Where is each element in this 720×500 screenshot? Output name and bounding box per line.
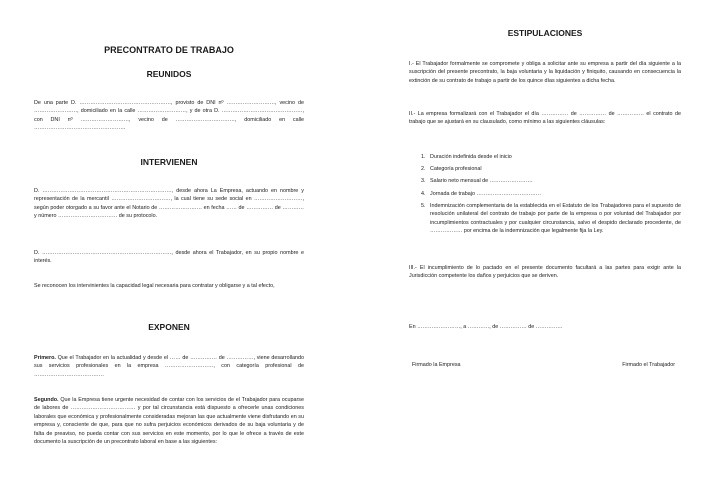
clause-1: I.- El Trabajador formalmente se compromete y obliga a solicitar ante su empresa a partir del día siguiente a la suscripción del presente precontrato, la baja voluntaria y la liquidación y finiquito, causando en consecuencia la extinción de su contrato de trabajo a partir de los quince días siguientes a dicha fecha. [409, 61, 681, 84]
primero-paragraph [34, 354, 304, 379]
list-item: 4. Jornada de trabajo ……………………………… [421, 190, 542, 197]
estipulaciones-heading: ESTIPULACIONES [507, 28, 583, 38]
intervienen-paragraph-capacity: Se reconocen los intervinientes la capacidad legal necesaria para contratar y obligarse y a tal efecto, [34, 283, 275, 289]
intervienen-paragraph-worker: D. ………………………………………………………………, desde ahora el Trabajador, en su propio nombre e interés. [34, 250, 304, 265]
primero-label: Primero. [34, 355, 56, 361]
date-line: En ……………………, a …………, de …………… de …………… [409, 324, 563, 330]
list-item: 3. Salario neto mensual de …………………… [421, 178, 533, 185]
exponen-heading: EXPONEN [148, 322, 190, 332]
reunidos-paragraph: De una parte D. ……………………………………………, provisto de DNI nº ………………………, vecino de ……………………, domiciliado en la calle ………………………, y de otra D. ………………………………………, con DNI nº ………………………, vecino de ……………………………, domiciliado en calle …………………………………………… [34, 100, 304, 132]
segundo-text: Que la Empresa tiene urgente necesidad de contar con los servicios de el Trabajador para ocuparse de labores de ……………………………… y por tal circunstancia está dispuesto a ofrecerle unas condiciones laborales que económica y profesionalmente consideradas mejoran las que actualmente viene disfrutando en su empresa y, consciente de que, para que no sufra perjuicios económicos derivados de su baja voluntaria y de falta de preaviso, no pueda contar con sus servicios en este momento, por lo que le ofrece a través de este documento la suscripción de un precontrato laboral en base a las siguientes: [34, 397, 304, 446]
segundo-label: Segundo. [34, 397, 59, 403]
clause-2-conditions-list [409, 153, 681, 235]
primero-text: Que el Trabajador en la actualidad y desde el …… de …………… de ……………, viene desarrollando sus servicios profesionales en la empresa ………………………, con categoría profesional de ………………………………… [34, 355, 304, 378]
intervienen-paragraph-company: D. ………………………………………………………………, desde ahora La Empresa, actuando en nombre y representación de la mercantil ……………………………, la cual tiene su sede social en ………………………, según poder otorgado a su favor ante el Notario de …………………… en fecha …… de …………… de ………… y número …………………………… de su protocolo. [34, 188, 304, 220]
list-item: 5. Indemnización complementaria de la establecida en el Estatuto de los Trabajadores para el supuesto de resolución unilateral del contrato de trabajo por parte de la empresa o por voluntad del Trabajador por incumplimientos contractuales y por cualquier circunstancia, salvo el despido declarado procedente, de ……………… por encima de la indemnización que legalmente fija la Ley. [421, 202, 681, 235]
intervienen-heading: INTERVIENEN [140, 157, 198, 167]
list-item: 1. Duración indefinida desde el inicio [421, 154, 512, 160]
document-title: PRECONTRATO DE TRABAJO [104, 45, 234, 55]
reunidos-heading: REUNIDOS [146, 69, 192, 79]
list-item: 2. Categoría profesional [421, 166, 482, 173]
clause-3: III.- El incumplimiento de lo pactado en el presente documento facultará a las partes para exigir ante la Jurisdicción competente los daños y perjuicios que se deriven. [409, 265, 681, 280]
signature-company-label: Firmado la Empresa [412, 362, 461, 368]
clause-2: II.- La empresa formalizará con el Trabajador el día …………… de …………… de …………… el contrato de trabajo que se ajustará en su clausulado, como mínimo a las siguientes cláusulas: [409, 111, 681, 126]
segundo-paragraph [34, 396, 304, 446]
signature-worker-label: Firmado el Trabajador [622, 362, 675, 368]
